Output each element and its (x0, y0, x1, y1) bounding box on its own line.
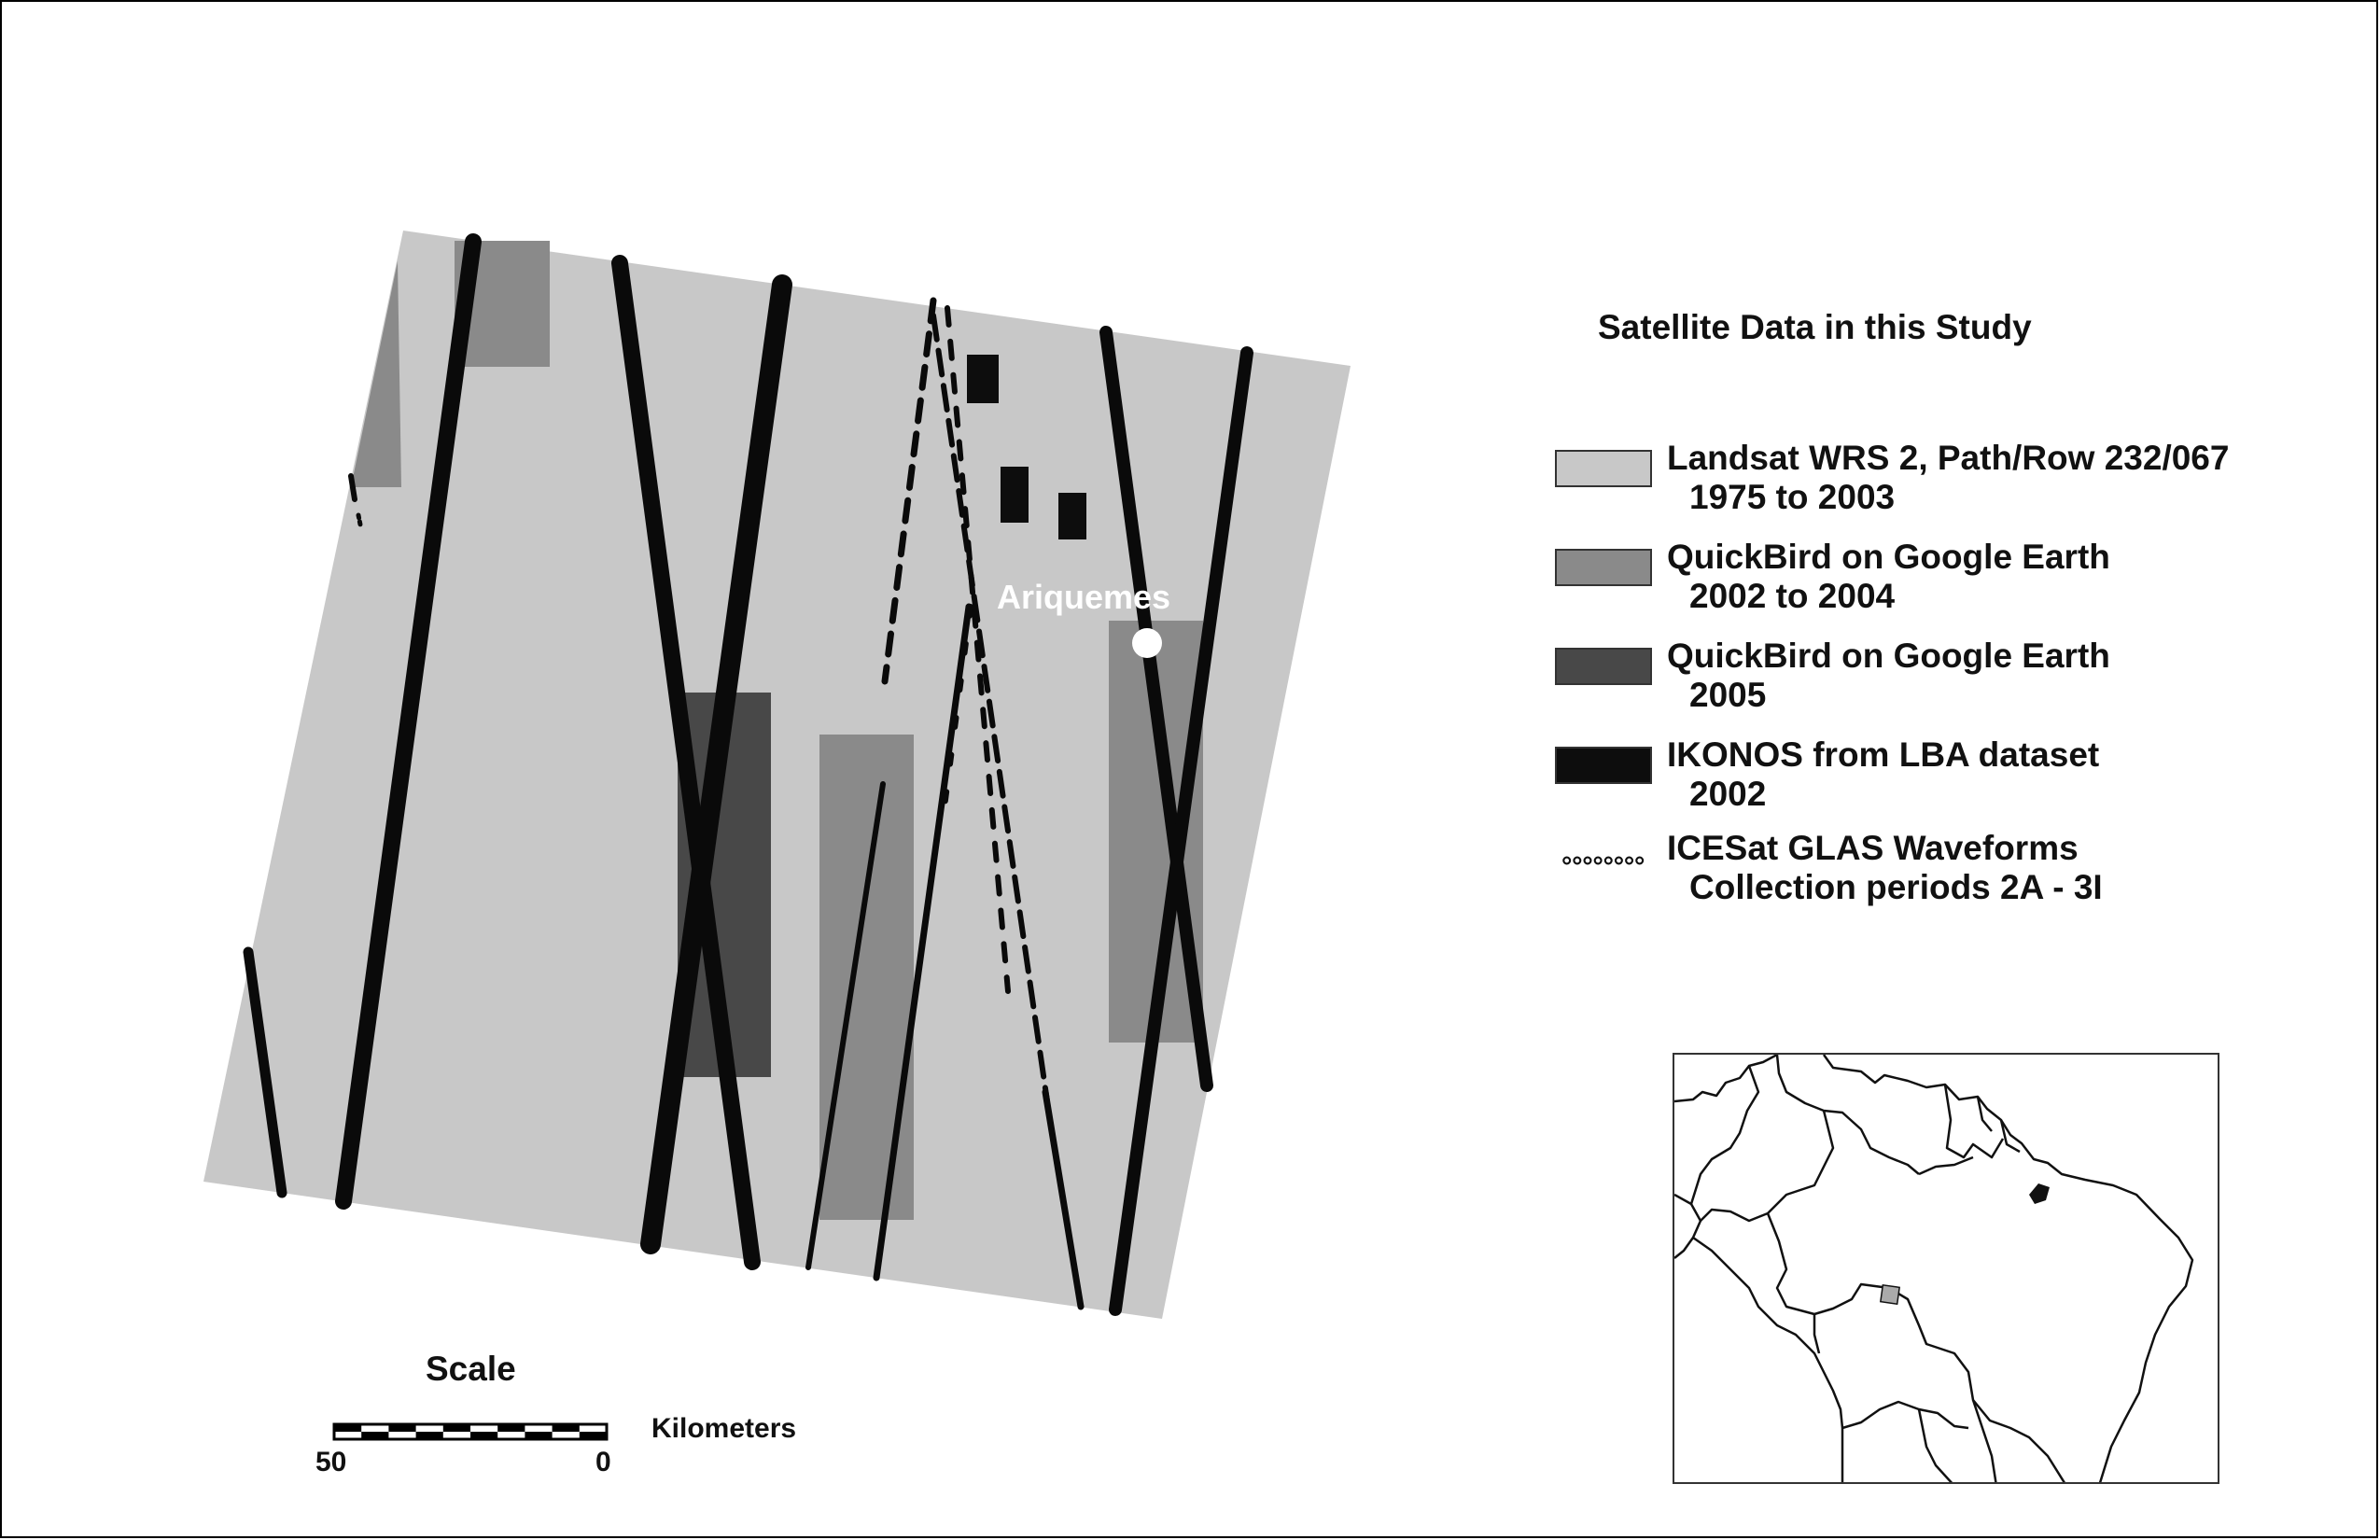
scale-segment (497, 1424, 525, 1432)
legend-title: Satellite Data in this Study (1598, 308, 2032, 346)
ikonos-area (1058, 493, 1086, 539)
glas-track-dotted (358, 515, 360, 525)
border (1919, 1157, 1973, 1174)
legend-sublabel: 1975 to 2003 (1689, 478, 1896, 516)
ariquemes-city-marker (1132, 628, 1162, 658)
border (1842, 1402, 1968, 1428)
scale-tick-left: 50 (315, 1447, 347, 1477)
border (1701, 1111, 1833, 1221)
legend-swatch-quickbird-2005 (1555, 648, 1652, 685)
inset-locator-map (1673, 1053, 2219, 1484)
legend-label: IKONOS from LBA dataset (1667, 735, 2100, 774)
scale-segment (580, 1432, 607, 1439)
legend-dots-icesat (1555, 855, 1654, 866)
ikonos-area (1001, 467, 1029, 523)
scale-segment (416, 1432, 443, 1439)
legend-sublabel: 2005 (1689, 676, 1767, 714)
quickbird-2002-area (351, 261, 401, 487)
scale-tick-right: 0 (595, 1447, 611, 1477)
border (1693, 1238, 1842, 1484)
legend-swatch-landsat (1555, 450, 1652, 487)
legend-label: QuickBird on Google Earth (1667, 538, 2110, 576)
study-area-locator (1881, 1285, 1899, 1304)
scale-segment (388, 1424, 415, 1432)
south-america-outline (1674, 1055, 2219, 1484)
scale-segment (525, 1432, 552, 1439)
scale-title: Scale (426, 1350, 516, 1388)
coastline (1674, 1055, 2192, 1484)
scale-unit-label: Kilometers (651, 1413, 797, 1444)
ariquemes-city-label: Ariquemes (997, 578, 1171, 616)
border (1777, 1055, 1919, 1174)
scale-segment (334, 1424, 361, 1432)
legend-label: Landsat WRS 2, Path/Row 232/067 (1667, 439, 2230, 477)
border (1978, 1097, 1992, 1131)
scale-segment (470, 1432, 497, 1439)
ikonos-area (967, 355, 999, 403)
coastline-west (1674, 1195, 1701, 1258)
glas-track (351, 476, 355, 499)
scale-bar (334, 1424, 607, 1439)
quickbird-2002-area (819, 735, 914, 1220)
border (1768, 1213, 2066, 1484)
scale-segment (553, 1424, 580, 1432)
legend-sublabel: Collection periods 2A - 3I (1689, 868, 2103, 906)
legend-label: QuickBird on Google Earth (1667, 637, 2110, 675)
legend-sublabel: 2002 (1689, 775, 1767, 813)
marajo-island (2029, 1183, 2050, 1204)
scale-segment (443, 1424, 470, 1432)
border (1814, 1314, 1819, 1353)
legend-swatch-ikonos (1555, 747, 1652, 784)
legend-sublabel: 2002 to 2004 (1689, 577, 1896, 615)
legend-swatch-quickbird-2002 (1555, 549, 1652, 586)
legend-label: ICESat GLAS Waveforms (1667, 829, 2079, 867)
border (1691, 1066, 1758, 1204)
scale-segment (361, 1432, 388, 1439)
